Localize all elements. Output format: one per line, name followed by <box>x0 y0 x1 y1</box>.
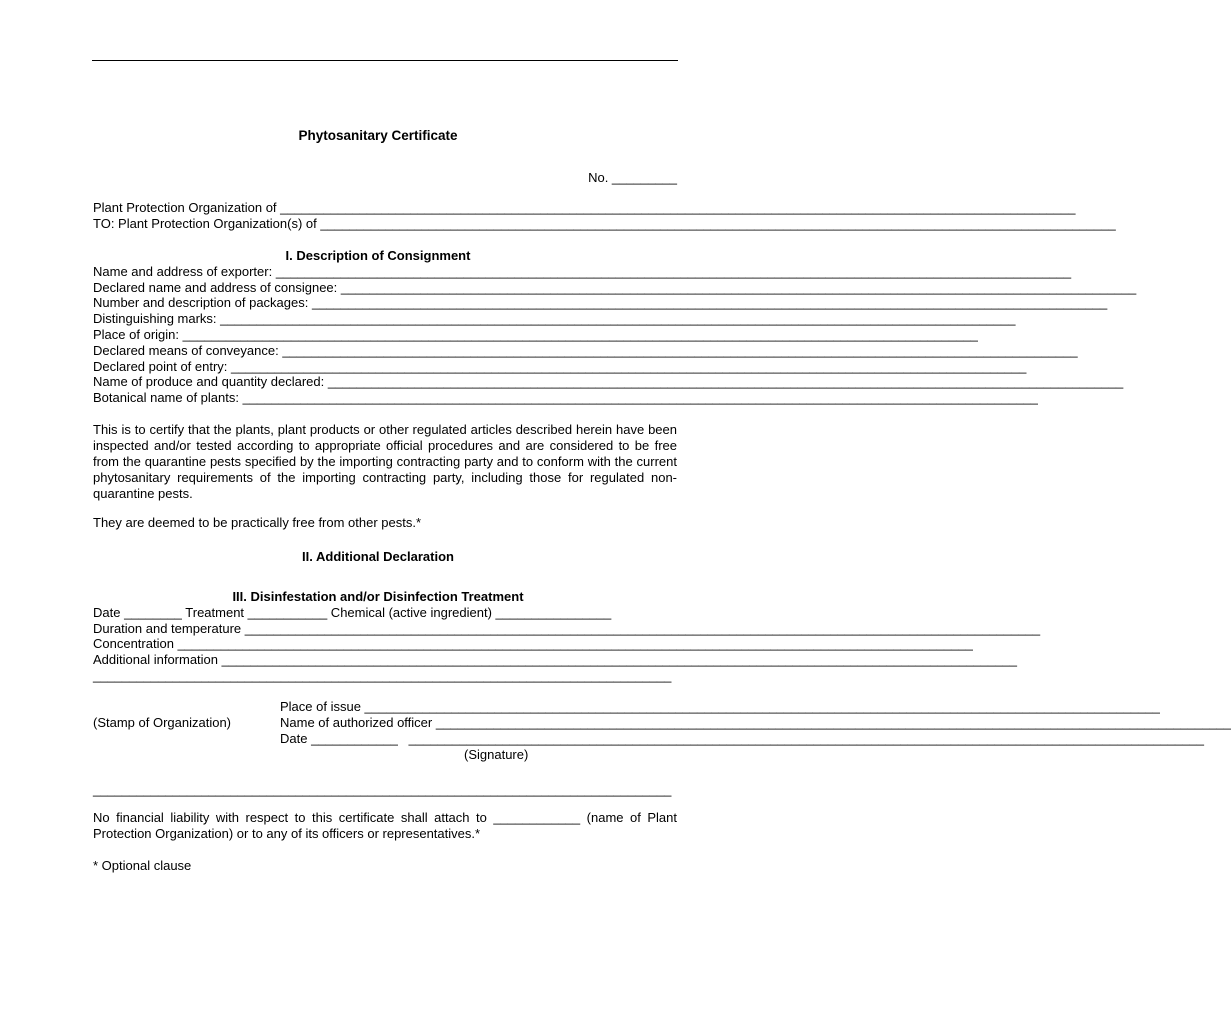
treatment-heading: III. Disinfestation and/or Disinfection Treatment <box>232 589 524 604</box>
optional-clause-note: * Optional clause <box>93 858 192 873</box>
stamp-label: (Stamp of Organization) <box>93 715 232 730</box>
field-blank: ______________________________________________________________________________________________________________ <box>242 390 1038 406</box>
top-rule <box>92 60 678 61</box>
field-blank: ______________________________________________________________________________________________________________ <box>282 342 1078 358</box>
field-label: Botanical name of plants: <box>93 390 243 406</box>
entry-point-field[interactable] <box>93 358 1027 375</box>
footer-separator: ________________________________________________________________________________ <box>93 782 672 797</box>
field-blank: ______________________________________________________________________________________________________________ <box>435 714 1231 730</box>
exporter-field[interactable] <box>93 263 1072 280</box>
from-organization-field[interactable] <box>93 200 1076 216</box>
produce-quantity-field[interactable] <box>93 374 1124 390</box>
field-blank: ______________________________________________________________________________________________________________ <box>177 636 973 652</box>
conveyance-field[interactable] <box>93 342 1078 359</box>
consignee-field[interactable] <box>93 279 1137 296</box>
field-label: Additional information <box>93 652 222 668</box>
field-label: Declared name and address of consignee: <box>93 279 341 295</box>
field-blank: ______________________________________________________________________________________________________________ <box>311 295 1108 311</box>
packages-field[interactable] <box>93 295 1108 311</box>
field-label: Declared means of conveyance: <box>93 342 283 358</box>
issue-details <box>280 699 1231 746</box>
field-label: Place of origin: <box>93 326 183 342</box>
field-label: Concentration <box>93 636 178 652</box>
additional-information-continuation[interactable]: ________________________________________________________________________________ <box>93 667 672 683</box>
organization-block <box>93 200 1116 232</box>
field-blank: ______________________________________________________________________________________________________________ <box>364 699 1160 714</box>
field-label: Name of authorized officer <box>280 714 436 730</box>
page-title: Phytosanitary Certificate <box>298 128 458 143</box>
field-blank: ______________________________________________________________________________________________________________ <box>182 326 978 342</box>
signature-block <box>93 699 1231 769</box>
pest-free-statement: They are deemed to be practically free from other pests.* <box>93 515 422 530</box>
place-of-issue-field[interactable] <box>280 699 1160 715</box>
marks-field[interactable] <box>93 311 1016 327</box>
certificate-number: No. _________ <box>588 170 677 185</box>
signature-blank: ______________________________________________________________________________________________________________ <box>408 730 1204 746</box>
issue-date-signature-field[interactable] <box>280 730 1204 747</box>
botanical-name-field[interactable] <box>93 390 1038 406</box>
to-organization-blank: ______________________________________________________________________________________________________________ <box>320 215 1116 231</box>
field-label: Duration and temperature <box>93 620 245 636</box>
additional-information-field[interactable] <box>93 652 1017 668</box>
field-blank: ______________________________________________________________________________________________________________ <box>275 263 1072 279</box>
field-label: Number and description of packages: <box>93 295 312 311</box>
field-blank: ______________________________________________________________________________________________________________ <box>220 311 1016 327</box>
field-label: Place of issue <box>280 699 365 714</box>
field-blank: ______________________________________________________________________________________________________________ <box>327 374 1124 390</box>
field-blank: ______________________________________________________________________________________________________________ <box>340 279 1137 295</box>
field-label: Distinguishing marks: <box>93 311 221 327</box>
authorized-officer-field[interactable] <box>280 714 1231 731</box>
certification-paragraph: This is to certify that the plants, plant products or other regulated articles described herein have been inspected and/or tested according to appropriate official procedures and are considered to be free from the quarantine pests specified by the importing contracting party and to conform with the current phytosanitary requirements of the importing contracting party, including those for regulated non-quarantine pests. <box>93 422 677 501</box>
signature-label: (Signature) <box>464 747 529 762</box>
field-blank: ______________________________________________________________________________________________________________ <box>221 652 1017 668</box>
from-organization-label: Plant Protection Organization of <box>93 200 281 215</box>
duration-temperature-field[interactable] <box>93 620 1041 637</box>
concentration-field[interactable] <box>93 636 973 652</box>
field-label: Date ____________ <box>280 730 409 746</box>
liability-statement: No financial liability with respect to this certificate shall attach to ____________ (name of Plant Protection Organization) or to any of its officers or representatives.* <box>93 810 677 841</box>
to-organization-field[interactable] <box>93 215 1116 232</box>
to-organization-label: TO: Plant Protection Organization(s) of <box>93 215 321 231</box>
field-label: Name and address of exporter: <box>93 263 276 279</box>
origin-field[interactable] <box>93 326 978 343</box>
consignment-heading: I. Description of Consignment <box>285 248 471 263</box>
treatment-date-line[interactable]: Date ________ Treatment ___________ Chemical (active ingredient) ________________ <box>93 604 612 620</box>
treatment-section <box>93 589 1041 684</box>
field-blank: ______________________________________________________________________________________________________________ <box>231 358 1027 374</box>
additional-declaration-heading: II. Additional Declaration <box>302 549 454 564</box>
field-label: Declared point of entry: <box>93 358 232 374</box>
field-label: Name of produce and quantity declared: <box>93 374 328 390</box>
consignment-section <box>93 248 1137 406</box>
field-blank: ______________________________________________________________________________________________________________ <box>244 620 1041 636</box>
from-organization-blank: ______________________________________________________________________________________________________________ <box>280 200 1076 215</box>
